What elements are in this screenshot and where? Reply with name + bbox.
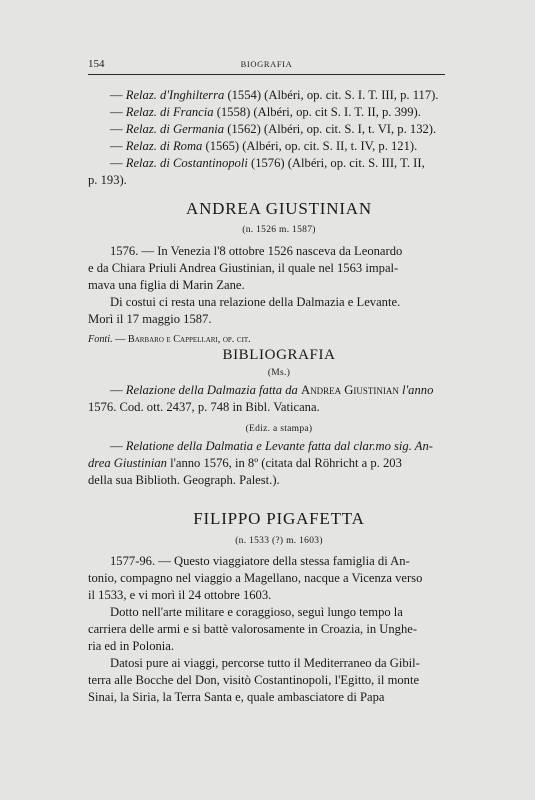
section-title: BIBLIOGRAFIA	[222, 347, 336, 363]
print-entry-cont: della sua Biblioth. Geograph. Palest.).	[88, 473, 280, 487]
list-item: — Relaz. di Costantinopoli (1576) (Albéri, op. cit. S. III, T. II,	[110, 156, 425, 170]
print-entry: — Relatione della Dalmatia e Levante fatta dal clar.mo sig. An-	[110, 439, 433, 453]
manuscript-entry: — Relazione della Dalmazia fatta da Andrea Giustinian l'anno	[110, 383, 434, 397]
paragraph-line: Sinai, la Siria, la Terra Santa e, quale ambasciatore di Papa	[88, 690, 385, 704]
relazioni-list	[88, 87, 470, 189]
section-title: ANDREA GIUSTINIAN	[186, 199, 372, 218]
life-dates: (n. 1533 (?) m. 1603)	[235, 536, 323, 546]
section-andrea-giustinian	[88, 198, 470, 347]
manuscript-label: (Ms.)	[267, 368, 291, 378]
paragraph-line: ria ed in Polonia.	[88, 639, 175, 653]
paragraph-line: Di costui ci resta una relazione della Dalmazia e Levante.	[110, 295, 401, 309]
paragraph-line: 1576. — In Venezia l'8 ottobre 1526 nasceva da Leonardo	[110, 244, 403, 258]
list-tail: p. 193).	[88, 173, 127, 187]
print-entry-cont: drea Giustinian l'anno 1576, in 8º (citata dal Röhricht a p. 203	[88, 456, 402, 470]
list-item: — Relaz. di Roma (1565) (Albéri, op. cit. S. II, t. IV, p. 121).	[110, 139, 418, 153]
section-filippo-pigafetta	[88, 508, 470, 706]
page-number: 154	[88, 58, 105, 70]
running-title: BIOGRAFIA	[240, 59, 293, 69]
paragraph-line: tonio, compagno nel viaggio a Magellano, nacque a Vicenza verso	[88, 571, 423, 585]
life-dates: (n. 1526 m. 1587)	[242, 225, 316, 235]
list-item: — Relaz. d'Inghilterra (1554) (Albéri, op. cit. S. I. T. III, p. 117).	[110, 88, 439, 102]
section-bibliografia	[88, 345, 470, 489]
paragraph-line: Dotto nell'arte militare e coraggioso, seguì lungo tempo la	[110, 605, 403, 619]
paragraph-line: mava una figlia di Marin Zane.	[88, 278, 245, 292]
paragraph-line: e da Chiara Priuli Andrea Giustinian, il quale nel 1563 impal-	[88, 261, 399, 275]
section-title: FILIPPO PIGAFETTA	[193, 509, 365, 528]
paragraph-line: 1577-96. — Questo viaggiatore della stessa famiglia di An-	[110, 554, 410, 568]
paragraph-line: il 1533, e vi morì il 24 ottobre 1603.	[88, 588, 272, 602]
sources-text: — Barbaro e Cappellari, op. cit.	[112, 334, 251, 345]
list-item: — Relaz. di Francia (1558) (Albéri, op. cit S. I. T. II, p. 399).	[110, 105, 421, 119]
sources-label: Fonti.	[88, 334, 113, 345]
paragraph-line: terra alle Bocche del Don, visitò Costantinopoli, l'Egitto, il monte	[88, 673, 420, 687]
manuscript-entry-cont: 1576. Cod. ott. 2437, p. 748 in Bibl. Vaticana.	[88, 400, 320, 414]
paragraph-line: carriera delle armi e si battè valorosamente in Croazia, in Unghe-	[88, 622, 418, 636]
print-edition-label: (Ediz. a stampa)	[245, 424, 313, 434]
list-item: — Relaz. di Germania (1562) (Albéri, op. cit. S. I, t. VI, p. 132).	[110, 122, 437, 136]
paragraph-line: Datosi pure ai viaggi, percorse tutto il Mediterraneo da Gibil-	[110, 656, 420, 670]
paragraph-line: Morì il 17 maggio 1587.	[88, 312, 212, 326]
page-header	[88, 58, 445, 75]
